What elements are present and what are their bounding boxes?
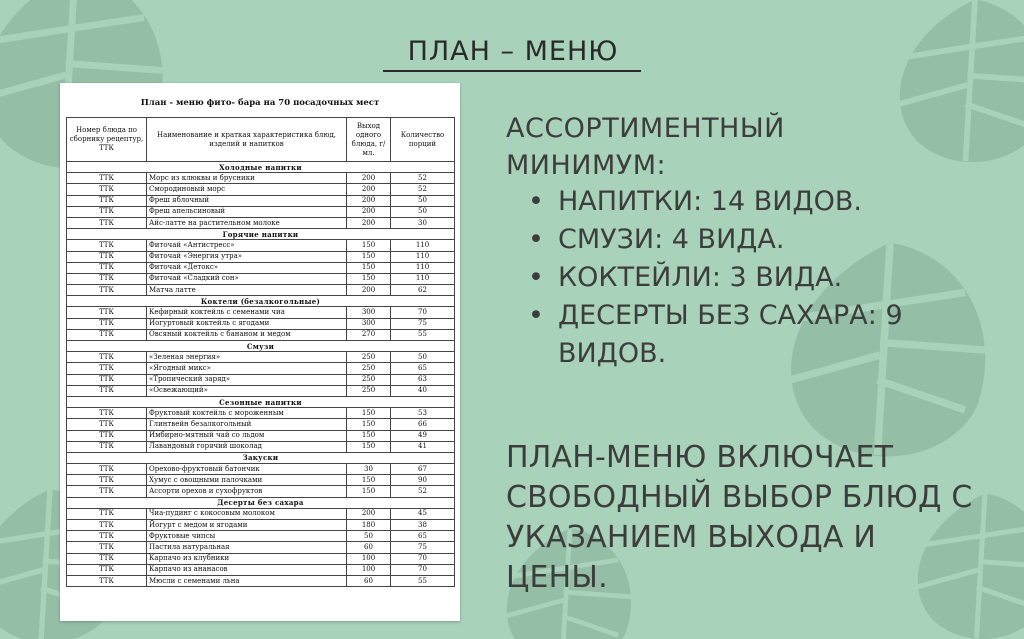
cell-yield: 150 [347,486,391,497]
cell-name: Имбирно-мятный чай со льдом [147,430,347,441]
cell-yield: 250 [347,363,391,374]
cell-yield: 150 [347,273,391,284]
table-row [67,251,455,262]
header-portions: Количество порций [391,118,455,162]
cell-code: ТТК [67,273,147,284]
cell-name: Фиточай «Сладкий сон» [147,273,347,284]
monstera-leaf-icon [880,0,1024,200]
cell-yield: 270 [347,329,391,340]
cell-portions: 110 [391,273,455,284]
menu-document [60,83,460,621]
cell-portions: 110 [391,251,455,262]
cell-portions: 75 [391,318,455,329]
cell-code: ТТК [67,318,147,329]
cell-portions: 38 [391,520,455,531]
cell-code: ТТК [67,385,147,396]
cell-name: Айс-латте на растительном молоке [147,217,347,228]
cell-yield: 30 [347,464,391,475]
table-row [67,419,455,430]
cell-yield: 300 [347,318,391,329]
cell-yield: 150 [347,441,391,452]
cell-portions: 66 [391,419,455,430]
cell-name: Фруктовые чипсы [147,531,347,542]
cell-code: ТТК [67,329,147,340]
cell-yield: 150 [347,430,391,441]
cell-code: ТТК [67,307,147,318]
table-header-row [67,118,455,162]
table-row [67,564,455,575]
cell-code: ТТК [67,195,147,206]
cell-portions: 30 [391,217,455,228]
section-title: Закуски [67,452,455,463]
cell-name: Пастила натуральная [147,542,347,553]
cell-portions: 62 [391,285,455,296]
cell-portions: 41 [391,441,455,452]
cell-yield: 100 [347,564,391,575]
table-row [67,520,455,531]
cell-yield: 200 [347,508,391,519]
cell-portions: 110 [391,240,455,251]
table-row [67,553,455,564]
cell-name: Карпачо из ананасов [147,564,347,575]
cell-name: Смородиновый морс [147,184,347,195]
table-row [67,352,455,363]
cell-portions: 65 [391,363,455,374]
cell-yield: 50 [347,531,391,542]
table-row [67,195,455,206]
table-row [67,408,455,419]
cell-portions: 67 [391,464,455,475]
section-title: Сезонные напитки [67,396,455,407]
table-row [67,374,455,385]
header-dish-number: Номер блюда по сборнику рецептур, ТТК [67,118,147,162]
cell-portions: 50 [391,352,455,363]
table-row [67,173,455,184]
cell-name: Кефирный коктейль с семенами чиа [147,307,347,318]
cell-code: ТТК [67,408,147,419]
cell-yield: 150 [347,262,391,273]
cell-portions: 63 [391,374,455,385]
section-row [67,229,455,240]
section-row [67,396,455,407]
document-title: План - меню фито- бара на 70 посадочных мест [140,98,380,108]
cell-name: Йогурт с медом и ягодами [147,520,347,531]
section-row [67,162,455,173]
cell-name: «Ягодный микс» [147,363,347,374]
assortment-heading-line1: АССОРТИМЕНТНЫЙ [506,113,785,144]
cell-code: ТТК [67,206,147,217]
section-title: Коктели (безалкогольные) [67,296,455,307]
slide-title: ПЛАН – МЕНЮ [407,36,619,67]
cell-name: «Тропический заряд» [147,374,347,385]
cell-name: Мюсли с семенами льна [147,575,347,586]
table-row [67,262,455,273]
cell-portions: 75 [391,542,455,553]
section-title: Холодные напитки [67,162,455,173]
closing-statement: ПЛАН-МЕНЮ ВКЛЮЧАЕТ СВОБОДНЫЙ ВЫБОР БЛЮД С УКАЗАНИЕМ ВЫХОДА И ЦЕНЫ. [506,440,973,595]
cell-name: Лавандовый горячий шоколад [147,441,347,452]
cell-name: Фруктовый коктейль с мороженным [147,408,347,419]
cell-code: ТТК [67,430,147,441]
cell-name: Фиточай «Антистресс» [147,240,347,251]
assortment-list [528,183,998,373]
cell-yield: 200 [347,217,391,228]
title-underline [383,70,641,72]
cell-code: ТТК [67,251,147,262]
cell-code: ТТК [67,441,147,452]
cell-code: ТТК [67,240,147,251]
cell-name: «Зеленая энергия» [147,352,347,363]
cell-code: ТТК [67,419,147,430]
cell-name: Орехово-фруктовый батончик [147,464,347,475]
cell-yield: 60 [347,542,391,553]
cell-code: ТТК [67,184,147,195]
cell-portions: 52 [391,486,455,497]
cell-code: ТТК [67,285,147,296]
table-row [67,542,455,553]
table-row [67,441,455,452]
cell-code: ТТК [67,475,147,486]
table-row [67,464,455,475]
cell-portions: 52 [391,184,455,195]
list-item: • КОКТЕЙЛИ: 3 ВИДА. [528,259,998,297]
cell-code: ТТК [67,575,147,586]
list-item: • НАПИТКИ: 14 ВИДОВ. [528,183,998,221]
cell-name: Карпачо из клубники [147,553,347,564]
cell-code: ТТК [67,464,147,475]
cell-portions: 110 [391,262,455,273]
table-row [67,285,455,296]
cell-portions: 90 [391,475,455,486]
cell-portions: 55 [391,575,455,586]
cell-name: «Освежающий» [147,385,347,396]
cell-name: Йогуртовый коктейль с ягодами [147,318,347,329]
table-row [67,318,455,329]
cell-portions: 52 [391,173,455,184]
cell-yield: 200 [347,206,391,217]
cell-code: ТТК [67,564,147,575]
section-row [67,341,455,352]
cell-yield: 300 [347,307,391,318]
section-title: Горячие напитки [67,229,455,240]
cell-yield: 250 [347,352,391,363]
header-dish-name: Наименование и краткая характеристика блюд, изделий и напитков [147,118,347,162]
cell-code: ТТК [67,531,147,542]
cell-portions: 45 [391,508,455,519]
table-row [67,531,455,542]
cell-code: ТТК [67,542,147,553]
cell-portions: 40 [391,385,455,396]
cell-name: Фиточай «Энергия утра» [147,251,347,262]
cell-yield: 200 [347,285,391,296]
section-row [67,296,455,307]
cell-name: Ассорти орехов и сухофруктов [147,486,347,497]
cell-yield: 100 [347,553,391,564]
cell-yield: 150 [347,251,391,262]
cell-code: ТТК [67,217,147,228]
menu-table [66,117,455,587]
cell-yield: 60 [347,575,391,586]
cell-yield: 200 [347,195,391,206]
cell-portions: 53 [391,408,455,419]
header-yield: Выход одного блюда, г/мл. [347,118,391,162]
list-item: • СМУЗИ: 4 ВИДА. [528,221,998,259]
cell-code: ТТК [67,363,147,374]
cell-code: ТТК [67,486,147,497]
cell-code: ТТК [67,520,147,531]
table-row [67,486,455,497]
cell-portions: 49 [391,430,455,441]
cell-name: Глинтвейн безалкогольный [147,419,347,430]
cell-name: Матча латте [147,285,347,296]
table-row [67,329,455,340]
cell-code: ТТК [67,352,147,363]
cell-code: ТТК [67,553,147,564]
table-row [67,184,455,195]
cell-yield: 180 [347,520,391,531]
cell-portions: 70 [391,553,455,564]
cell-code: ТТК [67,262,147,273]
table-row [67,240,455,251]
table-row [67,508,455,519]
table-row [67,575,455,586]
cell-yield: 150 [347,419,391,430]
cell-name: Хумус с овощными палочками [147,475,347,486]
section-title: Десерты без сахара [67,497,455,508]
list-item: • ДЕСЕРТЫ БЕЗ САХАРА: 9 ВИДОВ. [528,297,998,373]
table-row [67,385,455,396]
assortment-heading-line2: МИНИМУМ: [506,150,667,181]
cell-portions: 70 [391,307,455,318]
table-row [67,217,455,228]
cell-portions: 50 [391,206,455,217]
table-row [67,430,455,441]
cell-yield: 150 [347,475,391,486]
cell-portions: 65 [391,531,455,542]
cell-name: Овсяный коктейль с бананом и медом [147,329,347,340]
cell-yield: 250 [347,374,391,385]
cell-yield: 150 [347,408,391,419]
table-row [67,206,455,217]
section-row [67,452,455,463]
cell-name: Морс из клюквы и брусники [147,173,347,184]
cell-portions: 50 [391,195,455,206]
cell-code: ТТК [67,508,147,519]
cell-name: Чиа-пудинг с кокосовым молоком [147,508,347,519]
cell-yield: 250 [347,385,391,396]
cell-name: Фреш апельсиновый [147,206,347,217]
cell-portions: 70 [391,564,455,575]
table-row [67,363,455,374]
table-body [67,162,455,587]
assortment-heading [506,110,886,184]
table-row [67,475,455,486]
cell-name: Фреш яблочный [147,195,347,206]
cell-yield: 150 [347,240,391,251]
cell-code: ТТК [67,173,147,184]
cell-yield: 200 [347,173,391,184]
cell-name: Фиточай «Детокс» [147,262,347,273]
section-row [67,497,455,508]
cell-code: ТТК [67,374,147,385]
cell-yield: 200 [347,184,391,195]
section-title: Смузи [67,341,455,352]
table-row [67,307,455,318]
cell-portions: 55 [391,329,455,340]
table-row [67,273,455,284]
